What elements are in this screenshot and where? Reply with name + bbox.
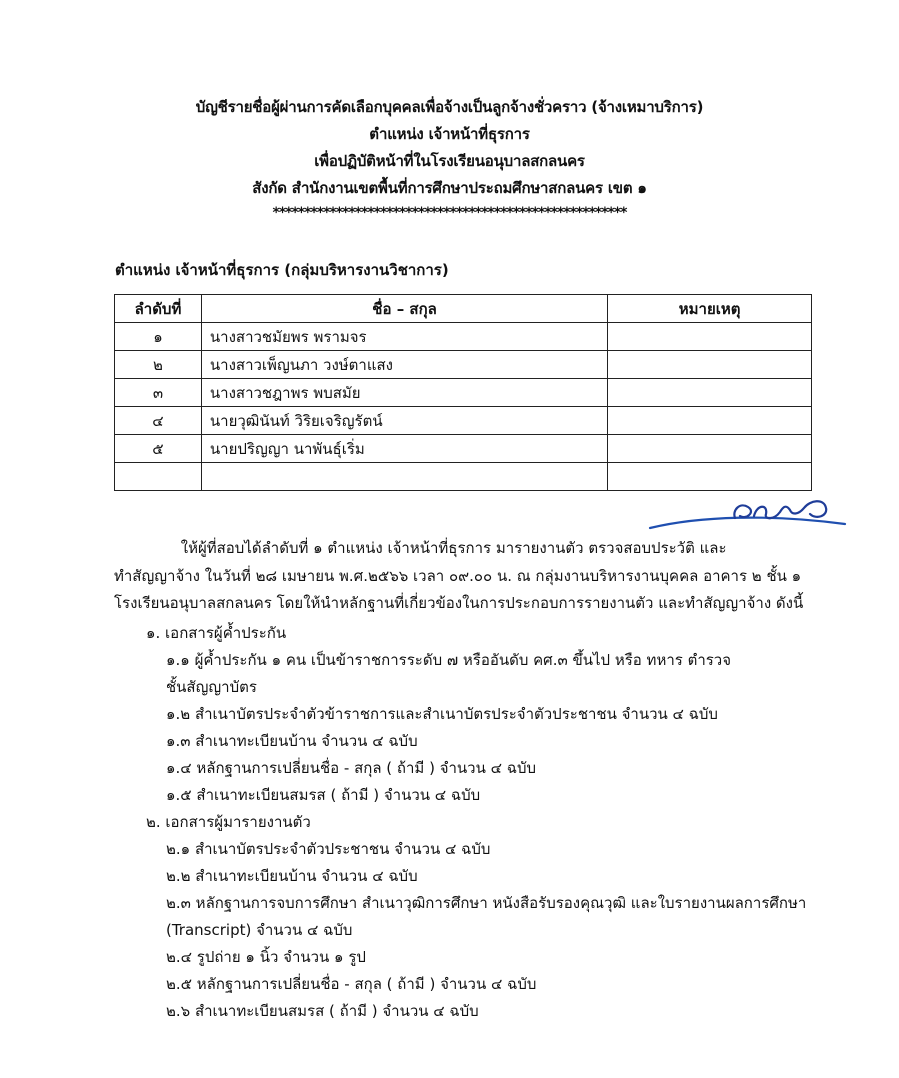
table-header-row	[115, 295, 812, 323]
signature	[640, 490, 850, 535]
row-name: นางสาวชฎาพร พบสมัย	[201, 379, 607, 407]
row-name: นางสาวเพ็ญนภา วงษ์ตาแสง	[201, 351, 607, 379]
list-item: ๑.๕ สำเนาทะเบียนสมรส ( ถ้ามี ) จำนวน ๔ ฉบับ	[166, 786, 481, 804]
divider-stars: ********************************************************	[272, 205, 627, 221]
table-row	[115, 351, 812, 379]
position-title: ตำแหน่ง เจ้าหน้าที่ธุรการ (กลุ่มบริหารงานวิชาการ)	[115, 261, 449, 279]
paragraph-line-3: โรงเรียนอนุบาลสกลนคร โดยให้นำหลักฐานที่เกี่ยวข้องในการประกอบการรายงานตัว และทำสัญญาจ้าง ดังนี้	[114, 594, 804, 612]
list-item: (Transcript) จำนวน ๔ ฉบับ	[166, 921, 353, 939]
list-item: ๒.๖ สำเนาทะเบียนสมรส ( ถ้ามี ) จำนวน ๔ ฉบับ	[166, 1002, 479, 1020]
row-number: ๑	[115, 323, 202, 351]
table-row	[115, 435, 812, 463]
document-requirements-list	[114, 620, 819, 1025]
list-item: ๒.๒ สำเนาทะเบียนบ้าน จำนวน ๔ ฉบับ	[166, 867, 418, 885]
title-line-2: ตำแหน่ง เจ้าหน้าที่ธุรการ	[369, 125, 530, 143]
list-item: ๒.๓ หลักฐานการจบการศึกษา สำเนาวุฒิการศึกษา หนังสือรับรองคุณวุฒิ และใบรายงานผลการศึกษา	[166, 894, 807, 912]
paragraph-line-2: ทำสัญญาจ้าง ในวันที่ ๒๘ เมษายน พ.ศ.๒๕๖๖ เวลา ๐๙.๐๐ น. ณ กลุ่มงานบริหารงานบุคคล อาคาร ๒ ชั้น ๑	[114, 566, 802, 585]
row-name: นายวุฒินันท์ วิริยเจริญรัตน์	[201, 407, 607, 435]
row-number: ๔	[115, 407, 202, 435]
title-line-4: สังกัด สำนักงานเขตพื้นที่การศึกษาประถมศึกษาสกลนคร เขต ๑	[252, 179, 647, 197]
row-number	[115, 463, 202, 491]
row-number: ๕	[115, 435, 202, 463]
header-remark: หมายเหตุ	[608, 295, 812, 323]
row-remark	[608, 379, 812, 407]
header-name: ชื่อ – สกุล	[201, 295, 607, 323]
row-name	[201, 463, 607, 491]
title-line-3: เพื่อปฏิบัติหน้าที่ในโรงเรียนอนุบาลสกลนคร	[314, 152, 585, 170]
row-remark	[608, 407, 812, 435]
paragraph-line-1: ให้ผู้ที่สอบได้ลำดับที่ ๑ ตำแหน่ง เจ้าหน้าที่ธุรการ มารายงานตัว ตรวจสอบประวัติ และ	[114, 539, 727, 557]
row-remark	[608, 351, 812, 379]
row-name: นายปริญญา นาพันธุ์เริ่ม	[201, 435, 607, 463]
list-item: ๒.๔ รูปถ่าย ๑ นิ้ว จำนวน ๑ รูป	[166, 948, 366, 966]
header-number: ลำดับที่	[115, 295, 202, 323]
list-item: ๒.๕ หลักฐานการเปลี่ยนชื่อ - สกุล ( ถ้ามี ) จำนวน ๔ ฉบับ	[166, 975, 537, 993]
list-item: ๒.๑ สำเนาบัตรประจำตัวประชาชน จำนวน ๔ ฉบับ	[166, 840, 491, 858]
row-remark	[608, 323, 812, 351]
instruction-paragraph	[114, 535, 819, 618]
list-item: ชั้นสัญญาบัตร	[166, 678, 257, 696]
document-header	[0, 94, 899, 224]
list-item: ๑.๒ สำเนาบัตรประจำตัวข้าราชการและสำเนาบัตรประจำตัวประชาชน จำนวน ๔ ฉบับ	[166, 705, 718, 723]
list-item: ๑.๓ สำเนาทะเบียนบ้าน จำนวน ๔ ฉบับ	[166, 732, 418, 750]
list-item: ๑.๑ ผู้ค้ำประกัน ๑ คน เป็นข้าราชการระดับ ๗ หรืออันดับ คศ.๓ ขึ้นไป หรือ ทหาร ตำรวจ	[166, 651, 732, 669]
row-name: นางสาวชมัยพร พรามจร	[201, 323, 607, 351]
row-remark	[608, 463, 812, 491]
title-line-1: บัญชีรายชื่อผู้ผ่านการคัดเลือกบุคคลเพื่อจ้างเป็นลูกจ้างชั่วคราว (จ้างเหมาบริการ)	[195, 98, 704, 116]
row-number: ๒	[115, 351, 202, 379]
table-row	[115, 323, 812, 351]
row-remark	[608, 435, 812, 463]
table-row	[115, 379, 812, 407]
table-row	[115, 463, 812, 491]
section-guarantor-docs: ๑. เอกสารผู้ค้ำประกัน	[146, 624, 287, 642]
candidates-table	[114, 294, 812, 491]
row-number: ๓	[115, 379, 202, 407]
table-row	[115, 407, 812, 435]
section-reporter-docs: ๒. เอกสารผู้มารายงานตัว	[146, 813, 311, 831]
list-item: ๑.๔ หลักฐานการเปลี่ยนชื่อ - สกุล ( ถ้ามี ) จำนวน ๔ ฉบับ	[166, 759, 536, 777]
